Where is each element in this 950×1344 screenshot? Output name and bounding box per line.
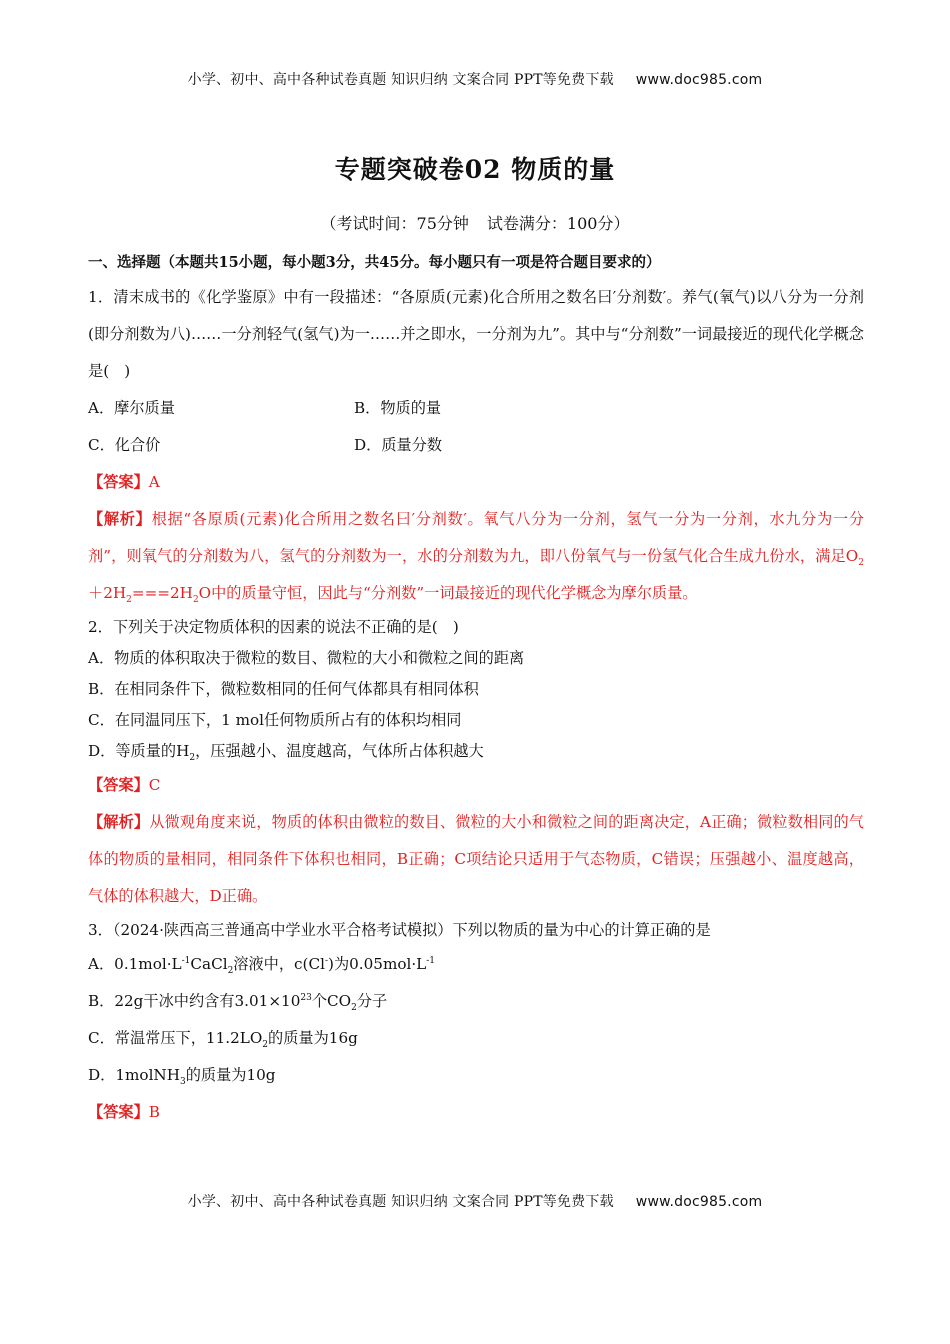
answer-tag: 【答案】 — [88, 1103, 149, 1121]
question-3-option-c — [88, 1020, 864, 1057]
explanation-tag: 【解析】 — [88, 813, 150, 831]
explanation-text: O中的质量守恒，因此与“分剂数”一词最接近的现代化学概念为摩尔质量。 — [198, 584, 698, 602]
subscript: 2 — [858, 558, 864, 569]
question-1-option-c: C．化合价 — [88, 436, 161, 454]
subscript: 2 — [189, 753, 196, 764]
subscript: 2 — [227, 966, 234, 977]
option-text: B．22g干冰中约含有3.01×10 — [88, 992, 301, 1010]
question-1-stem: 1．清末成书的《化学鉴原》中有一段描述：“各原质(元素)化合所用之数名曰′分剂数′。养气(氧气)以八分为一分剂(即分剂数为八)……一分剂轻气(氢气)为一……并之即水，一分剂为九”。其中与“分剂数”一词最接近的现代化学概念是( ) — [88, 288, 864, 380]
question-3-stem: 3．（2024·陕西高三普通高中学业水平合格考试模拟）下列以物质的量为中心的计算正确的是 — [88, 921, 711, 939]
question-1-explanation — [88, 501, 864, 612]
question-1-answer — [88, 464, 864, 501]
page-footer — [0, 1191, 950, 1211]
subscript: 2 — [126, 595, 132, 606]
answer-value: B — [148, 1103, 160, 1121]
option-text: 个CO — [311, 992, 352, 1010]
question-1-options-row-1 — [88, 390, 864, 427]
question-3-option-d — [88, 1057, 864, 1094]
option-text: D．1molNH — [88, 1066, 180, 1084]
question-3-answer — [88, 1094, 864, 1131]
explanation-text: 根据“各原质(元素)化合所用之数名曰′分剂数′。氧气八分为一分剂，氢气一分为一分剂，水九分为一分剂”，则氧气的分剂数为八，氢气的分剂数为一，水的分剂数为九，即八份氧气与一份氢气化合生成九份水，满足O — [88, 510, 865, 565]
question-2-stem: 2．下列关于决定物质体积的因素的说法不正确的是( ) — [88, 618, 459, 636]
option-text: 分子 — [356, 992, 388, 1010]
header-site-link[interactable]: www.doc985.com — [635, 72, 763, 88]
option-text: 溶液中，c(Cl — [233, 955, 325, 973]
exam-info — [0, 211, 950, 234]
page-title: 专题突破卷02 物质的量 — [334, 155, 616, 184]
section-heading: 一、选择题（本题共15小题，每小题3分，共45分。每小题只有一项是符合题目要求的） — [88, 254, 661, 271]
question-2-option-c: C．在同温同压下，1 mol任何物质所占有的体积均相同 — [88, 711, 462, 729]
question-1-option-b: B．物质的量 — [354, 399, 442, 417]
exam-time: （考试时间：75分钟 — [320, 214, 469, 233]
superscript: -1 — [426, 955, 436, 966]
superscript: 23 — [300, 992, 312, 1003]
answer-value: C — [148, 776, 161, 794]
footer-text: 小学、初中、高中各种试卷真题 知识归纳 文案合同 PPT等免费下载 — [187, 1194, 614, 1210]
option-text: ，压强越小、温度越高，气体所占体积越大 — [195, 742, 484, 760]
explanation-text: 从微观角度来说，物质的体积由微粒的数目、微粒的大小和微粒之间的距离决定，A正确；微粒数相同的气体的物质的量相同，相同条件下体积也相同，B正确；C项结论只适用于气态物质，C错误；压强越小、温度越高，气体的体积越大，D正确。 — [88, 813, 864, 905]
question-2-option-a: A．物质的体积取决于微粒的数目、微粒的大小和微粒之间的距离 — [88, 649, 525, 667]
question-2-option-d — [88, 736, 864, 767]
explanation-tag: 【解析】 — [88, 510, 152, 528]
exam-score: 试卷满分：100分） — [486, 214, 630, 233]
question-1-options-row-2 — [88, 427, 864, 464]
footer-site-link[interactable]: www.doc985.com — [635, 1194, 763, 1210]
document-body — [88, 250, 864, 1131]
question-1-option-a: A．摩尔质量 — [88, 399, 175, 417]
question-2-option-b: B．在相同条件下，微粒数相同的任何气体都具有相同体积 — [88, 680, 479, 698]
explanation-text: ===2H — [131, 584, 193, 602]
question-3-option-b — [88, 983, 864, 1020]
subscript: 2 — [351, 1003, 357, 1014]
option-text: D．等质量的H — [88, 742, 190, 760]
page-header — [0, 69, 950, 89]
subscript: 2 — [192, 595, 199, 606]
question-1-option-d: D．质量分数 — [354, 436, 443, 454]
answer-value: A — [148, 473, 160, 491]
option-text: C．常温常压下，11.2LO — [88, 1029, 263, 1047]
option-text: )为0.05mol·L — [328, 955, 427, 973]
question-2-explanation — [88, 804, 864, 915]
superscript: - — [324, 955, 329, 966]
subscript: 3 — [179, 1077, 186, 1088]
question-3-option-a — [88, 946, 864, 983]
superscript: -1 — [181, 955, 191, 966]
header-text: 小学、初中、高中各种试卷真题 知识归纳 文案合同 PPT等免费下载 — [187, 72, 614, 88]
subscript: 2 — [262, 1040, 269, 1051]
option-text: 的质量为16g — [268, 1029, 358, 1047]
option-text: CaCl — [190, 955, 228, 973]
answer-tag: 【答案】 — [88, 473, 149, 491]
answer-tag: 【答案】 — [88, 776, 149, 794]
question-2-answer — [88, 767, 864, 804]
option-text: A．0.1mol·L — [88, 955, 182, 973]
option-text: 的质量为10g — [185, 1066, 276, 1084]
explanation-text: ＋2H — [88, 584, 127, 602]
